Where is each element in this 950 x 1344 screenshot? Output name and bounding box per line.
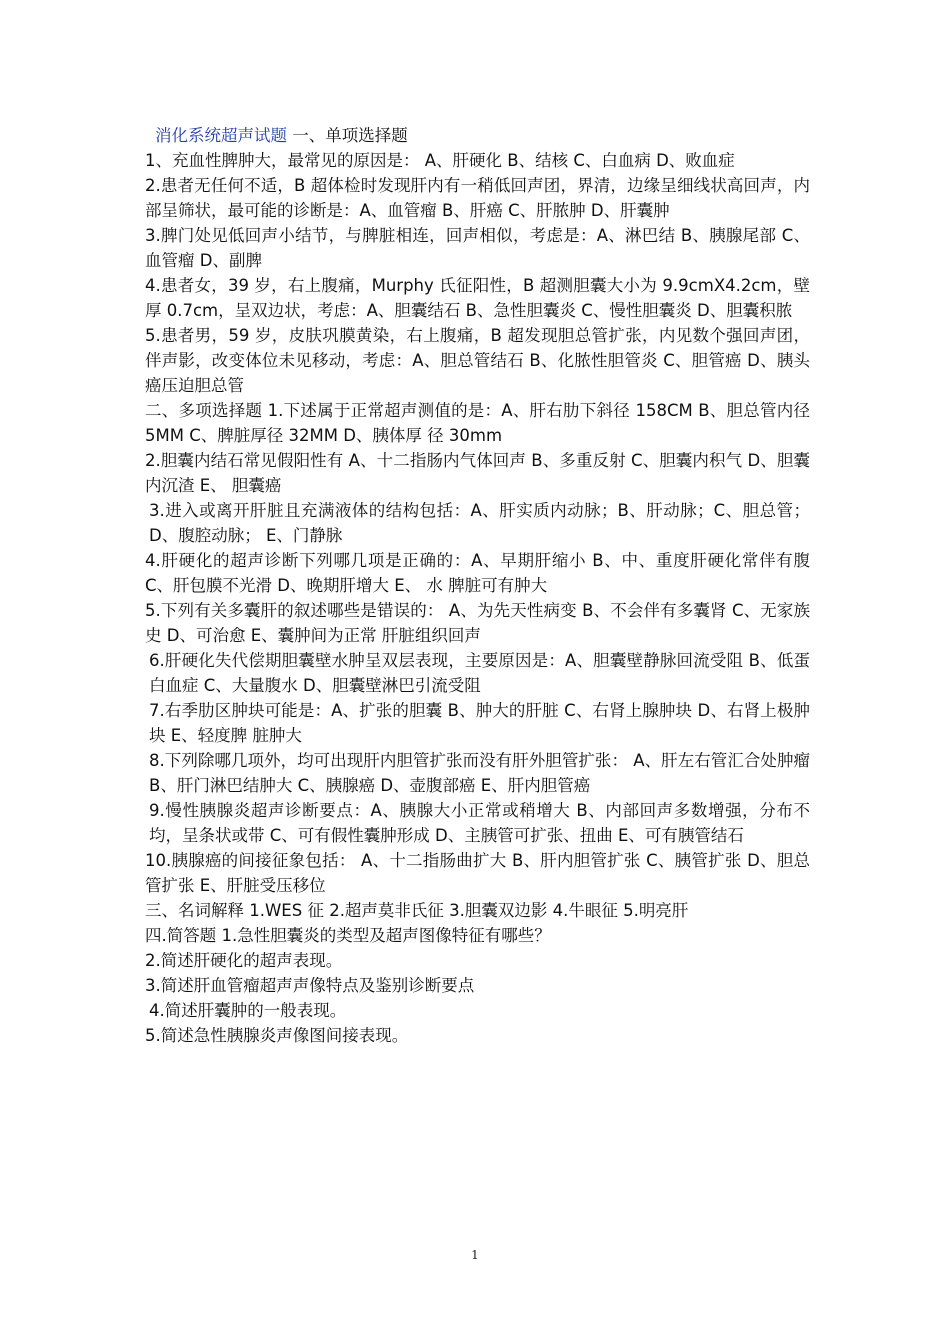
title-line [145,123,810,148]
question-paragraph: 2.胆囊内结石常见假阳性有 A、十二指肠内气体回声 B、多重反射 C、胆囊内积气 D、胆囊内沉渣 E、 胆囊癌 [145,451,810,495]
question-paragraph: 8.下列除哪几项外，均可出现肝内胆管扩张而没有肝外胆管扩张： A、肝左右管汇合处肿瘤 B、肝门淋巴结肿大 C、胰腺癌 D、壶腹部癌 E、肝内胆管癌 [149,751,810,795]
question-paragraph: 三、名词解释 1.WES 征 2.超声莫非氏征 3.胆囊双边影 4.牛眼征 5.明亮肝 [145,901,689,920]
question-paragraph: 4.简述肝囊肿的一般表现。 [149,1001,347,1020]
question-paragraph: 4.患者女，39 岁，右上腹痛，Murphy 氏征阳性，B 超测胆囊大小为 9.9cmX4.2cm，壁厚 0.7cm，呈双边状，考虑：A、胆囊结石 B、急性胆囊炎 C、慢性胆囊炎 D、胆囊积脓 [145,276,810,320]
question-paragraph: 10.胰腺癌的间接征象包括： A、十二指肠曲扩大 B、肝内胆管扩张 C、胰管扩张 D、胆总管扩张 E、肝脏受压移位 [145,851,810,895]
question-paragraph: 5.简述急性胰腺炎声像图间接表现。 [145,1026,409,1045]
question-paragraph: 7.右季肋区肿块可能是：A、扩张的胆囊 B、肿大的肝脏 C、右肾上腺肿块 D、右肾上极肿块 E、轻度脾 脏肿大 [149,701,810,745]
question-paragraph: 6.肝硬化失代偿期胆囊壁水肿呈双层表现，主要原因是：A、胆囊壁静脉回流受阻 B、低蛋白血症 C、大量腹水 D、胆囊壁淋巴引流受阻 [149,651,810,695]
section-heading-single-choice: 一、单项选择题 [292,126,408,145]
question-paragraph: 3.脾门处见低回声小结节，与脾脏相连，回声相似，考虑是：A、淋巴结 B、胰腺尾部 C、血管瘤 D、副脾 [145,226,810,270]
question-paragraph: 2.简述肝硬化的超声表现。 [145,951,343,970]
question-paragraph: 2.患者无任何不适，B 超体检时发现肝内有一稍低回声团，界清，边缘呈细线状高回声，内 部呈筛状，最可能的诊断是：A、血管瘤 B、肝癌 C、肝脓肿 D、肝囊肿 [145,176,810,220]
question-paragraph: 二、多项选择题 1.下述属于正常超声测值的是：A、肝右肋下斜径 158CM B、胆总管内径 5MM C、脾脏厚径 32MM D、胰体厚 径 30mm [145,401,810,445]
question-paragraph: 3.简述肝血管瘤超声声像特点及鉴别诊断要点 [145,976,475,995]
page-number: 1 [471,1248,479,1262]
document-body [145,123,810,1048]
question-paragraph: 4.肝硬化的超声诊断下列哪几项是正确的：A、早期肝缩小 B、中、重度肝硬化常伴有腹 C、肝包膜不光滑 D、晚期肝增大 E、 水 脾脏可有肿大 [145,551,810,595]
question-paragraph: 四.简答题 1.急性胆囊炎的类型及超声图像特征有哪些？ [145,926,551,945]
question-paragraph: 5.患者男，59 岁，皮肤巩膜黄染，右上腹痛，B 超发现胆总管扩张，内见数个强回声团，伴声影，改变体位未见移动，考虑：A、胆总管结石 B、化脓性胆管炎 C、胆管癌 D、胰头癌压迫胆总管 [145,326,810,395]
question-paragraph: 1、充血性脾肿大，最常见的原因是： A、肝硬化 B、结核 C、白血病 D、败血症 [145,151,735,170]
question-paragraph: 5.下列有关多囊肝的叙述哪些是错误的： A、为先天性病变 B、不会伴有多囊肾 C、无家族史 D、可治愈 E、囊肿间为正常 肝脏组织回声 [145,601,810,645]
question-paragraph: 9.慢性胰腺炎超声诊断要点：A、胰腺大小正常或稍增大 B、内部回声多数增强，分布不均，呈条状或带 C、可有假性囊肿形成 D、主胰管可扩张、扭曲 E、可有胰管结石 [149,801,810,845]
question-paragraph: 3.进入或离开肝脏且充满液体的结构包括：A、肝实质内动脉；B、肝动脉；C、胆总管； D、腹腔动脉； E、门静脉 [149,501,810,545]
document-title: 消化系统超声试题 [155,126,287,145]
